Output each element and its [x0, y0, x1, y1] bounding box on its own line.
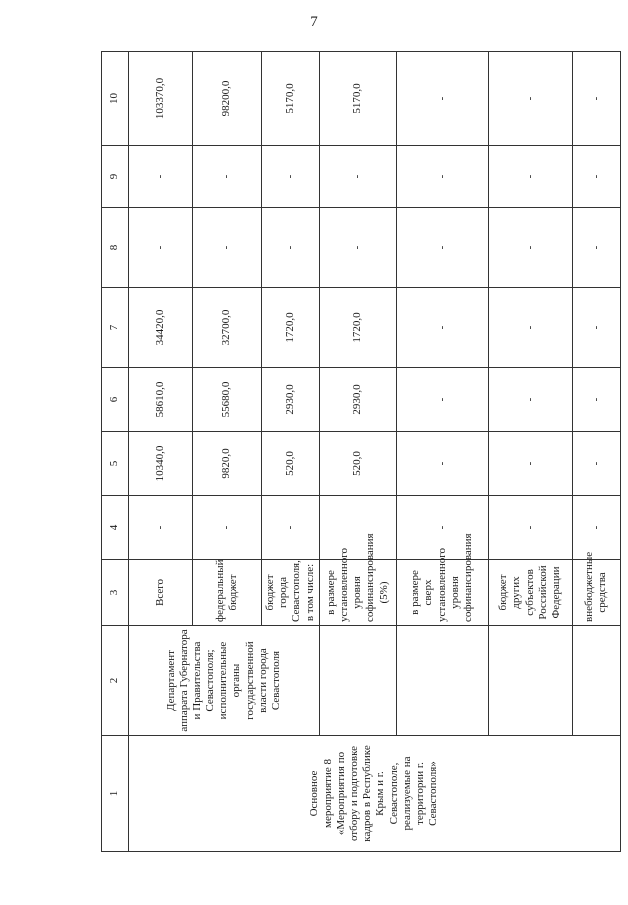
funding-source: внебюджетные средства [572, 560, 620, 626]
value-cell: - [572, 146, 620, 208]
value-cell [319, 496, 396, 560]
value-cell: 98200,0 [193, 52, 262, 146]
value-cell: - [396, 288, 488, 368]
value-cell: - [488, 288, 572, 368]
value-cell: - [396, 368, 488, 432]
value-cell: - [572, 288, 620, 368]
value-cell: 520,0 [319, 432, 396, 496]
value-cell: - [396, 146, 488, 208]
funding-source: бюджет других субъектов Российской Федерации [488, 560, 572, 626]
value-cell: - [488, 52, 572, 146]
value-cell: 520,0 [262, 432, 320, 496]
value-cell: - [262, 146, 320, 208]
column-header: 5 [102, 432, 129, 496]
value-cell: - [319, 146, 396, 208]
table-row [319, 52, 396, 852]
value-cell: 2930,0 [262, 368, 320, 432]
value-cell: - [572, 432, 620, 496]
value-cell: - [572, 52, 620, 146]
value-cell: - [488, 496, 572, 560]
funding-source: в размере сверх установленного уровня софинансирования [396, 560, 488, 626]
funding-source: в размере установленного уровня софинансирования (5%) [319, 560, 396, 626]
column-header: 2 [102, 626, 129, 736]
budget-table [101, 51, 621, 852]
value-cell: - [193, 208, 262, 288]
column-header: 6 [102, 368, 129, 432]
table-row [396, 52, 488, 852]
value-cell: - [488, 208, 572, 288]
empty-cell [572, 626, 620, 736]
empty-cell [488, 626, 572, 736]
value-cell: - [396, 496, 488, 560]
measure-name: Основное мероприятие 8 «Мероприятия по отбору и подготовке кадров в Республике Крым и г. Севастополе, реализуемые на территории г. Севастополя» [129, 736, 621, 852]
column-header: 7 [102, 288, 129, 368]
rotated-table-area [101, 52, 609, 852]
value-cell: - [396, 52, 488, 146]
value-cell: 103370,0 [129, 52, 193, 146]
funding-source: федеральный бюджет [193, 560, 262, 626]
table-row [129, 52, 193, 852]
value-cell: 32700,0 [193, 288, 262, 368]
column-header: 8 [102, 208, 129, 288]
column-header: 1 [102, 736, 129, 852]
value-cell: 1720,0 [262, 288, 320, 368]
value-cell: 9820,0 [193, 432, 262, 496]
value-cell: - [488, 432, 572, 496]
column-header: 9 [102, 146, 129, 208]
value-cell: - [193, 146, 262, 208]
funding-source: бюджет города Севастополя, в том числе: [262, 560, 320, 626]
value-cell: 5170,0 [319, 52, 396, 146]
value-cell: - [396, 432, 488, 496]
value-cell: 58610,0 [129, 368, 193, 432]
page-number: 7 [310, 14, 318, 30]
value-cell: - [319, 208, 396, 288]
value-cell: - [572, 208, 620, 288]
value-cell: - [129, 146, 193, 208]
column-header: 4 [102, 496, 129, 560]
value-cell: - [129, 208, 193, 288]
value-cell: - [262, 496, 320, 560]
value-cell: - [396, 208, 488, 288]
value-cell: - [193, 496, 262, 560]
value-cell: - [488, 146, 572, 208]
table-row [488, 52, 572, 852]
value-cell: 10340,0 [129, 432, 193, 496]
value-cell: - [572, 368, 620, 432]
header-row [102, 52, 129, 852]
empty-cell [319, 626, 396, 736]
table-row [572, 52, 620, 852]
value-cell: 5170,0 [262, 52, 320, 146]
rotated-table-container [101, 52, 609, 852]
value-cell: - [572, 496, 620, 560]
value-cell: 1720,0 [319, 288, 396, 368]
column-header: 10 [102, 52, 129, 146]
value-cell: 34420,0 [129, 288, 193, 368]
executor-cell: Департамент аппарата Губернатора и Правительства Севастополя; исполнительные органы государственной власти города Севастополя [129, 626, 320, 736]
value-cell: 55680,0 [193, 368, 262, 432]
value-cell: - [488, 368, 572, 432]
funding-source: Всего [129, 560, 193, 626]
column-header: 3 [102, 560, 129, 626]
empty-cell [396, 626, 488, 736]
value-cell: - [129, 496, 193, 560]
value-cell: 2930,0 [319, 368, 396, 432]
value-cell: - [262, 208, 320, 288]
